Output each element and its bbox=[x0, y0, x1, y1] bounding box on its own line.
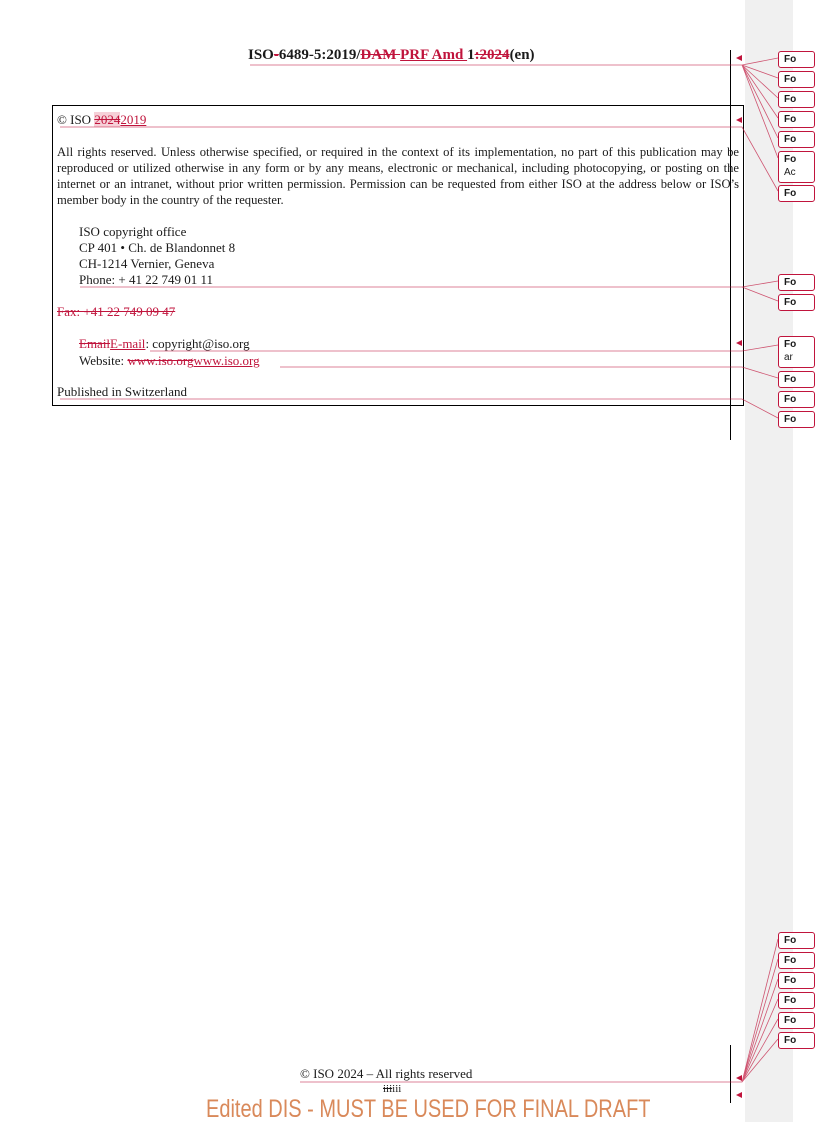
comment-balloon[interactable]: Fo bbox=[778, 91, 815, 108]
address-line: CH-1214 Vernier, Geneva bbox=[79, 256, 215, 271]
office-name: ISO copyright office bbox=[79, 224, 187, 239]
comment-balloon[interactable]: Fo bbox=[778, 131, 815, 148]
published-in: Published in Switzerland bbox=[57, 384, 187, 399]
comment-balloon[interactable]: Fo bbox=[778, 294, 815, 311]
rights-paragraph: All rights reserved. Unless otherwise specified, or required in the context of its implementation, no part of this publication may be reproduced or utilized otherwise in any form or by any means, electronic or mechanical, including photocopying, or posting on the internet or an intranet, without prior written permission. Permission can be requested from either ISO at the address below or ISO’s member body in the country of the requester. bbox=[57, 145, 739, 207]
document-header: ISO-6489-5:2019/DAM PRF Amd 1:2024(en) bbox=[248, 47, 535, 63]
comment-balloon[interactable]: Fo bbox=[778, 274, 815, 291]
website-link[interactable]: www.iso.org bbox=[193, 353, 260, 368]
phone: Phone: + 41 22 749 01 11 bbox=[79, 272, 213, 287]
comment-balloon[interactable]: Fo bbox=[778, 391, 815, 408]
fax-deleted: Fax: +41 22 749 09 47 bbox=[57, 304, 176, 319]
page-number: iiiiii bbox=[383, 1083, 402, 1095]
comment-balloon[interactable]: Fo bbox=[778, 71, 815, 88]
comment-balloon[interactable]: Fo bbox=[778, 992, 815, 1009]
comment-balloon[interactable]: Fo bbox=[778, 972, 815, 989]
comment-balloon[interactable]: Fo bbox=[778, 111, 815, 128]
comment-balloon[interactable]: Fo bbox=[778, 411, 815, 428]
comment-balloon[interactable]: Fo bbox=[778, 1032, 815, 1049]
comment-balloon[interactable]: Fo bbox=[778, 185, 815, 202]
copyright-line: © ISO 20242019 bbox=[57, 112, 147, 127]
comment-balloon[interactable]: Fo bbox=[778, 932, 815, 949]
comment-balloon[interactable]: Fo bbox=[778, 51, 815, 68]
comment-balloon[interactable]: Fo bbox=[778, 952, 815, 969]
address-line: CP 401 • Ch. de Blandonnet 8 bbox=[79, 240, 236, 255]
comment-balloon[interactable]: Fo bbox=[778, 1012, 815, 1029]
email-line: EmailE-mail: copyright@iso.org bbox=[79, 336, 250, 351]
comment-balloon[interactable]: Fo bbox=[778, 371, 815, 388]
footer-copyright: © ISO 2024 – All rights reserved bbox=[300, 1066, 473, 1081]
comment-balloon[interactable]: Fo Ac bbox=[778, 151, 815, 183]
comment-balloon[interactable]: Fo ar bbox=[778, 336, 815, 368]
watermark: Edited DIS - MUST BE USED FOR FINAL DRAFT bbox=[206, 1095, 651, 1123]
website-line: Website: www.iso.orgwww.iso.org bbox=[79, 353, 260, 368]
